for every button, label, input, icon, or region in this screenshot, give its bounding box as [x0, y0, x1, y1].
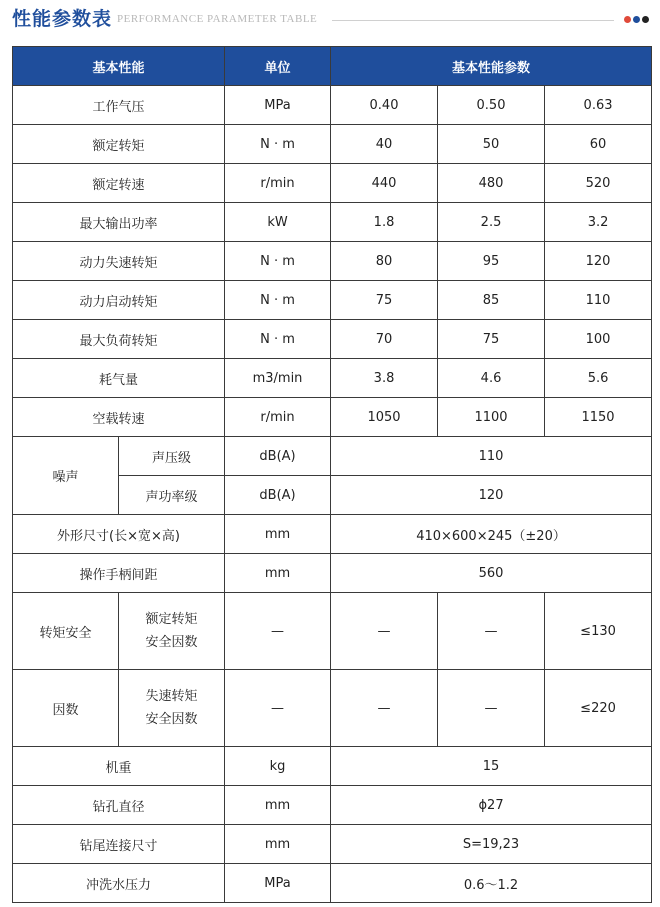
row-value: 120	[545, 242, 652, 281]
row-value: 15	[331, 747, 652, 786]
table-row	[13, 242, 652, 281]
row-value: 75	[331, 281, 438, 320]
row-value: 120	[331, 476, 652, 515]
row-value: 480	[438, 164, 545, 203]
row-value: 3.8	[331, 359, 438, 398]
row-unit: MPa	[225, 86, 331, 125]
table-header-row	[13, 47, 652, 86]
row-unit: MPa	[225, 864, 331, 903]
row-value: 1050	[331, 398, 438, 437]
black-dot-icon	[642, 16, 649, 23]
row-value: 60	[545, 125, 652, 164]
row-value: —	[331, 593, 438, 670]
row-value: ≤220	[545, 670, 652, 747]
row-label: 机重	[13, 747, 225, 786]
safety-sub-line: 失速转矩	[145, 689, 198, 704]
row-value: S=19,23	[331, 825, 652, 864]
row-value: 85	[438, 281, 545, 320]
table-row	[13, 747, 652, 786]
row-label: 空载转速	[13, 398, 225, 437]
row-value: 110	[331, 437, 652, 476]
safety-sub-line: 额定转矩	[145, 612, 198, 627]
row-label: 钻孔直径	[13, 786, 225, 825]
row-value: 0.40	[331, 86, 438, 125]
title-divider	[332, 20, 614, 21]
row-value: 5.6	[545, 359, 652, 398]
row-label: 耗气量	[13, 359, 225, 398]
row-label: 动力失速转矩	[13, 242, 225, 281]
row-unit: N · m	[225, 320, 331, 359]
row-value: 75	[438, 320, 545, 359]
row-value: 70	[331, 320, 438, 359]
row-value: ≤130	[545, 593, 652, 670]
row-value: 440	[331, 164, 438, 203]
row-value: 0.63	[545, 86, 652, 125]
table-row	[13, 320, 652, 359]
row-value: 1.8	[331, 203, 438, 242]
noise-sub-label: 声压级	[119, 437, 225, 476]
row-value: ϕ27	[331, 786, 652, 825]
row-value: 95	[438, 242, 545, 281]
table-row	[13, 437, 652, 476]
page-subtitle: PERFORMANCE PARAMETER TABLE	[117, 13, 318, 25]
header-performance: 基本性能	[13, 47, 225, 86]
performance-table	[12, 46, 652, 903]
page-title: 性能参数表	[12, 8, 113, 30]
blue-dot-icon	[633, 16, 640, 23]
row-value: 40	[331, 125, 438, 164]
row-unit: mm	[225, 554, 331, 593]
red-dot-icon	[624, 16, 631, 23]
safety-sub-label	[119, 593, 225, 670]
row-unit: kW	[225, 203, 331, 242]
table-row	[13, 554, 652, 593]
row-label: 最大输出功率	[13, 203, 225, 242]
row-value: 100	[545, 320, 652, 359]
row-value: 0.6～1.2	[331, 864, 652, 903]
row-value: 4.6	[438, 359, 545, 398]
row-unit: kg	[225, 747, 331, 786]
header-unit: 单位	[225, 47, 331, 86]
row-value: 110	[545, 281, 652, 320]
row-label: 操作手柄间距	[13, 554, 225, 593]
row-value: 1150	[545, 398, 652, 437]
row-value: 3.2	[545, 203, 652, 242]
table-row	[13, 359, 652, 398]
row-value: 410×600×245（±20）	[331, 515, 652, 554]
row-value: —	[225, 593, 331, 670]
noise-label: 噪声	[13, 437, 119, 515]
table-row	[13, 281, 652, 320]
decorative-dots	[624, 16, 651, 35]
row-unit: dB(A)	[225, 476, 331, 515]
row-value: 0.50	[438, 86, 545, 125]
table-row	[13, 864, 652, 903]
row-value: 50	[438, 125, 545, 164]
row-label: 最大负荷转矩	[13, 320, 225, 359]
table-row	[13, 86, 652, 125]
row-label: 动力启动转矩	[13, 281, 225, 320]
row-value: —	[331, 670, 438, 747]
row-value: —	[438, 593, 545, 670]
row-label: 钻尾连接尺寸	[13, 825, 225, 864]
safety-sub-label	[119, 670, 225, 747]
safety-sub-line: 安全因数	[145, 635, 198, 650]
table-row	[13, 203, 652, 242]
table-row	[13, 593, 652, 670]
safety-sub-line: 安全因数	[145, 712, 198, 727]
row-value: 560	[331, 554, 652, 593]
noise-sub-label: 声功率级	[119, 476, 225, 515]
row-value: —	[438, 670, 545, 747]
table-row	[13, 515, 652, 554]
row-value: —	[225, 670, 331, 747]
table-row	[13, 125, 652, 164]
row-unit: mm	[225, 786, 331, 825]
row-unit: r/min	[225, 398, 331, 437]
row-label: 额定转矩	[13, 125, 225, 164]
row-unit: N · m	[225, 125, 331, 164]
safety-label-bottom: 因数	[13, 670, 119, 747]
row-value: 80	[331, 242, 438, 281]
table-row	[13, 786, 652, 825]
row-unit: m3/min	[225, 359, 331, 398]
table-row	[13, 398, 652, 437]
header-params: 基本性能参数	[331, 47, 652, 86]
page-header	[0, 0, 660, 38]
row-unit: dB(A)	[225, 437, 331, 476]
row-unit: N · m	[225, 242, 331, 281]
row-value: 2.5	[438, 203, 545, 242]
row-label: 额定转速	[13, 164, 225, 203]
table-row	[13, 164, 652, 203]
row-unit: N · m	[225, 281, 331, 320]
table-row	[13, 825, 652, 864]
row-label: 冲洗水压力	[13, 864, 225, 903]
row-label: 工作气压	[13, 86, 225, 125]
table-row	[13, 670, 652, 747]
row-value: 1100	[438, 398, 545, 437]
safety-label-top: 转矩安全	[13, 593, 119, 670]
row-unit: mm	[225, 515, 331, 554]
row-label: 外形尺寸(长×宽×高)	[13, 515, 225, 554]
row-unit: r/min	[225, 164, 331, 203]
row-unit: mm	[225, 825, 331, 864]
row-value: 520	[545, 164, 652, 203]
